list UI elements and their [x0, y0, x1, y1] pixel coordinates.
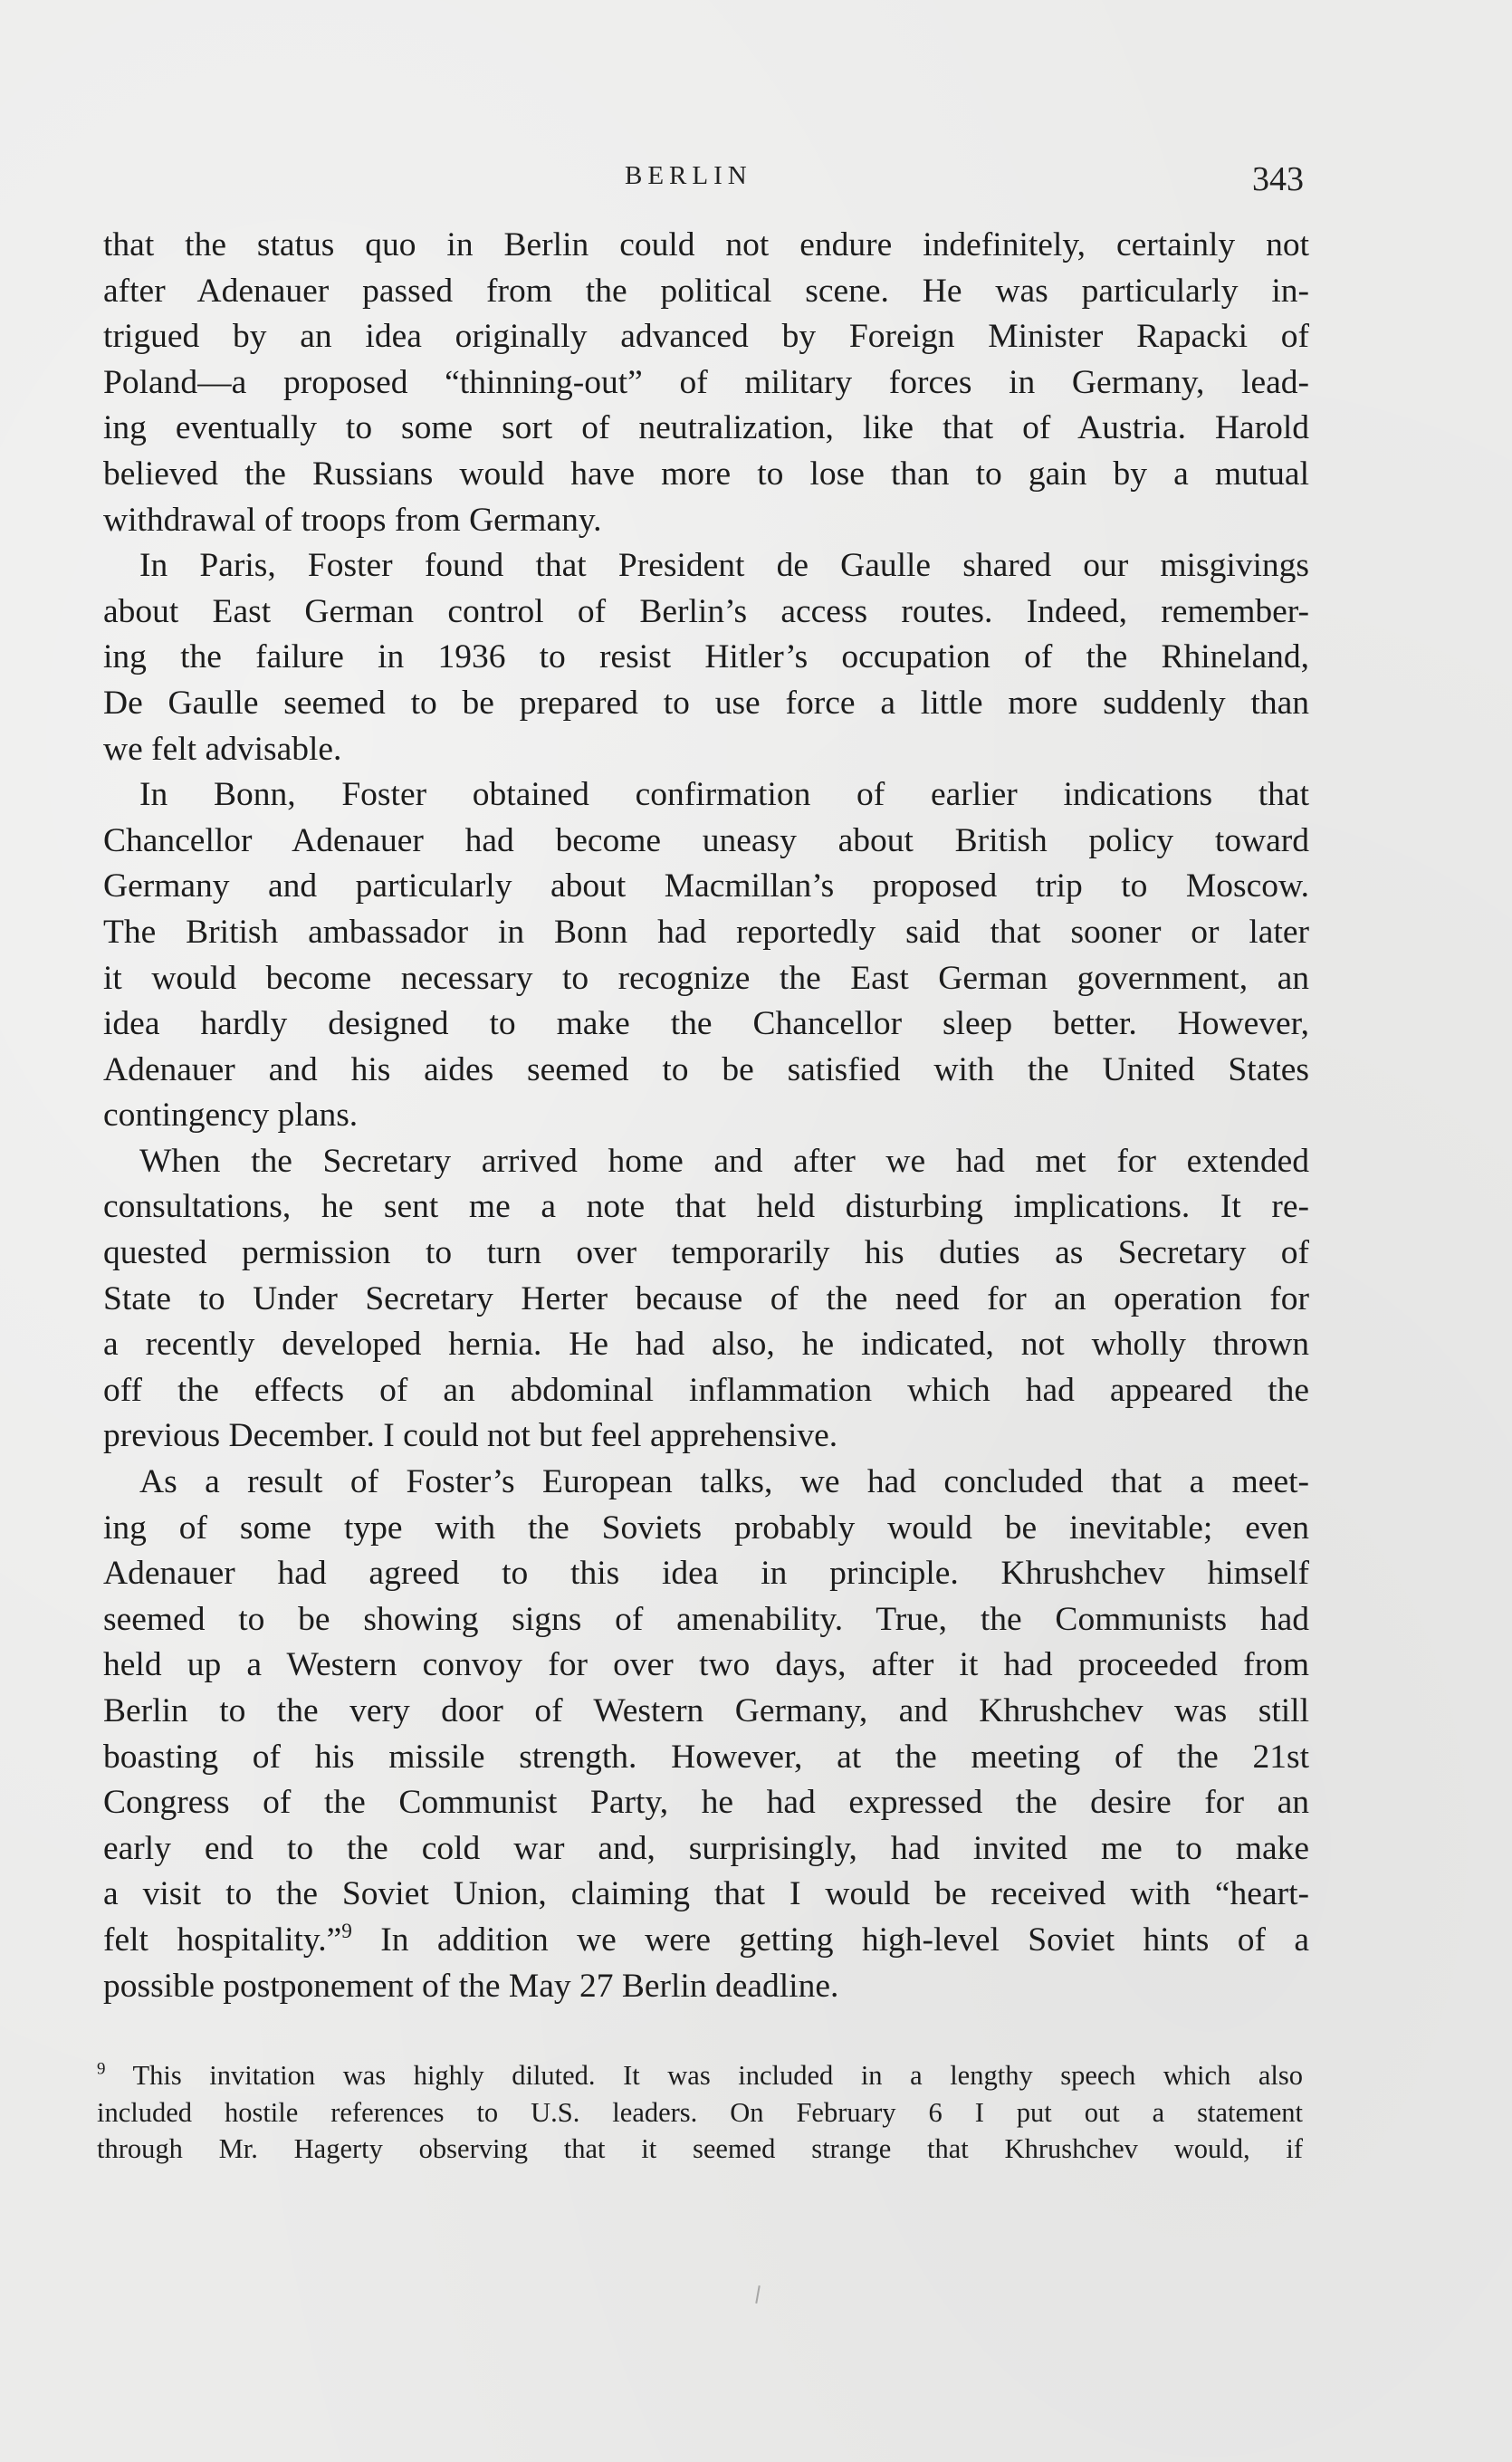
text-line: Poland—a proposed “thinning-out” of military forces in Germany, lead- [103, 363, 1309, 401]
text-line: Chancellor Adenauer had become uneasy about British policy toward [103, 821, 1309, 859]
text-line: believed the Russians would have more to lose than to gain by a mutual [103, 455, 1309, 493]
page-number: 343 [1252, 160, 1304, 198]
text-line: ing of some type with the Soviets probably would be inevitable; even [103, 1509, 1309, 1547]
text-line: after Adenauer passed from the political scene. He was particularly in- [103, 272, 1309, 310]
text-line: contingency plans. [103, 1097, 359, 1135]
text-line: seemed to be showing signs of amenability. True, the Communists had [103, 1600, 1309, 1638]
text-line: boasting of his missile strength. However, at the meeting of the 21st [103, 1738, 1309, 1776]
text-line: As a result of Foster’s European talks, we had concluded that a meet- [139, 1463, 1309, 1501]
footnote-text: included hostile references to U.S. leaders. On February 6 I put out a statement [97, 2096, 1303, 2128]
body-text [103, 223, 1309, 2009]
text-line: ing the failure in 1936 to resist Hitler’s occupation of the Rhineland, [103, 638, 1309, 676]
text-line: consultations, he sent me a note that held disturbing implications. It re- [103, 1188, 1309, 1226]
footnote-line [97, 2131, 1303, 2168]
text-line: Adenauer and his aides seemed to be satisfied with the United States [103, 1050, 1309, 1088]
footnote-marker: 9 [97, 2059, 106, 2079]
text-line: previous December. I could not but feel apprehensive. [103, 1417, 838, 1455]
footnote-line [97, 2094, 1303, 2131]
text-line: In Bonn, Foster obtained confirmation of earlier indications that [139, 776, 1309, 814]
text-line: The British ambassador in Bonn had reportedly said that sooner or later [103, 913, 1309, 951]
text-line: idea hardly designed to make the Chancellor sleep better. However, [103, 1005, 1309, 1043]
text-segment: In addition we were getting high-level Soviet hints of a [351, 1921, 1309, 1959]
text-line: Berlin to the very door of Western Germany, and Khrushchev was still [103, 1692, 1309, 1729]
text-line: it would become necessary to recognize the East German government, an [103, 959, 1309, 997]
text-line: that the status quo in Berlin could not endure indefinitely, certainly not [103, 226, 1309, 263]
text-line: off the effects of an abdominal inflammation which had appeared the [103, 1371, 1309, 1409]
text-line: Germany and particularly about Macmillan’s proposed trip to Moscow. [103, 867, 1309, 905]
text-line: a visit to the Soviet Union, claiming that I would be received with “heart- [103, 1875, 1309, 1913]
footnote-text: through Mr. Hagerty observing that it seemed strange that Khrushchev would, if [97, 2133, 1303, 2164]
text-line: State to Under Secretary Herter because of the need for an operation for [103, 1279, 1309, 1317]
running-head: BERLIN [625, 161, 752, 190]
text-line: withdrawal of troops from Germany. [103, 501, 602, 539]
text-line: In Paris, Foster found that President de Gaulle shared our misgivings [139, 547, 1309, 585]
text-line: When the Secretary arrived home and after we had met for extended [139, 1142, 1309, 1180]
text-line: quested permission to turn over temporarily his duties as Secretary of [103, 1234, 1309, 1272]
text-line: De Gaulle seemed to be prepared to use force a little more suddenly than [103, 684, 1309, 722]
text-line: Adenauer had agreed to this idea in principle. Khrushchev himself [103, 1555, 1309, 1593]
text-line: about East German control of Berlin’s access routes. Indeed, remember- [103, 592, 1309, 630]
footnote-reference[interactable]: 9 [341, 1920, 352, 1944]
text-line: early end to the cold war and, surprisingly, had invited me to make [103, 1829, 1309, 1867]
footnote [97, 2057, 1303, 2168]
text-line: a recently developed hernia. He had also, he indicated, not wholly thrown [103, 1326, 1309, 1364]
text-line [103, 1918, 1309, 1964]
paper-speck [755, 2285, 760, 2304]
text-line: held up a Western convoy for over two days, after it had proceeded from [103, 1646, 1309, 1684]
text-line: trigued by an idea originally advanced by Foreign Minister Rapacki of [103, 318, 1309, 356]
text-line: ing eventually to some sort of neutralization, like that of Austria. Harold [103, 409, 1309, 447]
text-line: possible postponement of the May 27 Berlin deadline. [103, 1967, 839, 2005]
text-segment: felt hospitality.” [103, 1921, 342, 1959]
text-line: Congress of the Communist Party, he had expressed the desire for an [103, 1784, 1309, 1822]
text-line: we felt advisable. [103, 730, 342, 768]
footnote-text: This invitation was highly diluted. It was included in a lengthy speech which also [132, 2060, 1303, 2091]
footnote-line [97, 2057, 1303, 2094]
